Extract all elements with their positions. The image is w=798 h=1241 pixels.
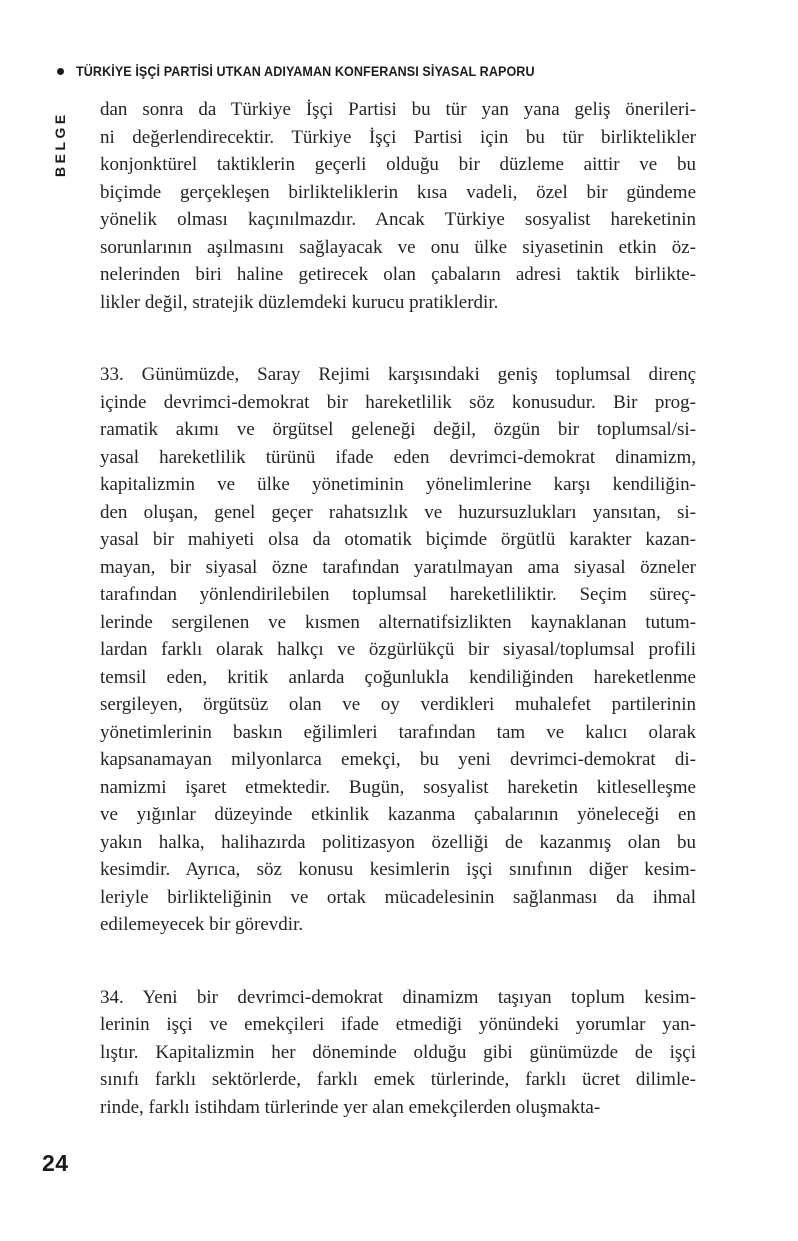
bullet-icon bbox=[57, 68, 64, 75]
text-line: sınıfı farklı sektörlerde, farklı emek türlerinde, farklı ücret dilimle- bbox=[100, 1069, 696, 1090]
text-line: kapsanamayan milyonlarca emekçi, bu yeni devrimci-demokrat di- bbox=[100, 749, 696, 770]
text-line: lerinde sergilenen ve kısmen alternatifsizlikten kaynaklanan tutum- bbox=[100, 611, 696, 633]
text-line: ramatik akımı ve örgütsel geleneği değil, özgün bir toplumsal/si- bbox=[100, 419, 696, 440]
text-line: yasal hareketlilik türünü ifade eden devrimci-demokrat dinamizm, bbox=[100, 446, 696, 468]
text-line: biçimde gerçekleşen birlikteliklerin kısa vadeli, özel bir gündeme bbox=[100, 181, 696, 203]
text-line: 34. Yeni bir devrimci-demokrat dinamizm taşıyan toplum kesim- bbox=[100, 986, 696, 1008]
text-line: den oluşan, genel geçer rahatsızlık ve huzursuzlukları yansıtan, si- bbox=[100, 501, 696, 523]
text-line: 33. Günümüzde, Saray Rejimi karşısındaki geniş toplumsal direnç bbox=[100, 364, 696, 385]
text-line: likler değil, stratejik düzlemdeki kurucu pratiklerdir. bbox=[100, 291, 499, 313]
text-line: yakın halka, halihazırda politizasyon özelliği de kazanmış olan bu bbox=[100, 831, 696, 853]
text-line: yönelik olması kaçınılmazdır. Ancak Türkiye sosyalist hareketinin bbox=[100, 209, 696, 230]
text-line: sergileyen, örgütsüz olan ve oy verdikleri muhalefet partilerinin bbox=[100, 694, 696, 715]
text-line: tarafından yönlendirilebilen toplumsal hareketliliktir. Seçim süreç- bbox=[100, 584, 696, 605]
text-line: namizmi işaret etmektedir. Bugün, sosyalist hareketin kitleselleşme bbox=[100, 776, 696, 798]
text-line: sorunlarının aşılmasını sağlayacak ve onu ülke siyasetinin etkin öz- bbox=[100, 236, 696, 258]
text-line: kapitalizmin ve ülke yönetiminin yönelimlerine karşı kendiliğin- bbox=[100, 474, 696, 495]
text-line: nelerinden biri haline getirecek olan çabaların adresi taktik birlikte- bbox=[100, 264, 696, 285]
running-head bbox=[57, 64, 569, 79]
paragraph bbox=[100, 361, 696, 939]
text-line: dan sonra da Türkiye İşçi Partisi bu tür yan yana geliş önerileri- bbox=[100, 99, 696, 120]
text-line: lardan farklı olarak halkçı ve özgürlükçü bir siyasal/toplumsal profili bbox=[100, 639, 696, 660]
text-line: edilemeyecek bir görevdir. bbox=[100, 914, 304, 935]
text-line: temsil eden, kritik anlarda çoğunlukla kendiliğinden hareketlenme bbox=[100, 666, 696, 688]
side-label-belge: BELGE bbox=[52, 111, 68, 177]
page-number: 24 bbox=[42, 1150, 69, 1176]
text-line: kesimdir. Ayrıca, söz konusu kesimlerin işçi sınıfının diğer kesim- bbox=[100, 859, 696, 880]
text-line: leriyle birlikteliğinin ve ortak mücadelesinin sağlanması da ihmal bbox=[100, 886, 696, 908]
paragraph bbox=[100, 96, 696, 316]
text-line: konjonktürel taktiklerin geçerli olduğu bir düzleme aittir ve bu bbox=[100, 154, 696, 175]
body-text bbox=[100, 96, 696, 1121]
text-line: lıştır. Kapitalizmin her döneminde olduğu gibi günümüzde de işçi bbox=[100, 1041, 696, 1063]
running-head-title: TÜRKİYE İŞÇİ PARTİSİ UTKAN ADIYAMAN KONFERANSI SİYASAL RAPORU bbox=[76, 64, 535, 79]
text-line: rinde, farklı istihdam türlerinde yer alan emekçilerden oluşmakta- bbox=[100, 1096, 601, 1118]
text-line: ve yığınlar düzeyinde etkinlik kazanma çabalarının yöneleceği en bbox=[100, 804, 696, 825]
text-line: ni değerlendirecektir. Türkiye İşçi Partisi için bu tür birliktelikler bbox=[100, 126, 696, 148]
text-line: mayan, bir siyasal özne tarafından yaratılmayan ama siyasal özneler bbox=[100, 556, 696, 578]
text-line: lerinin işçi ve emekçileri ifade etmediği yönündeki yorumlar yan- bbox=[100, 1014, 696, 1035]
text-line: yasal bir mahiyeti olsa da otomatik biçimde örgütlü karakter kazan- bbox=[100, 529, 696, 550]
text-line: içinde devrimci-demokrat bir hareketlilik söz konusudur. Bir prog- bbox=[100, 391, 696, 413]
text-line: yönetimlerinin baskın eğilimleri tarafından tam ve kalıcı olarak bbox=[100, 721, 696, 743]
paragraph bbox=[100, 984, 696, 1122]
